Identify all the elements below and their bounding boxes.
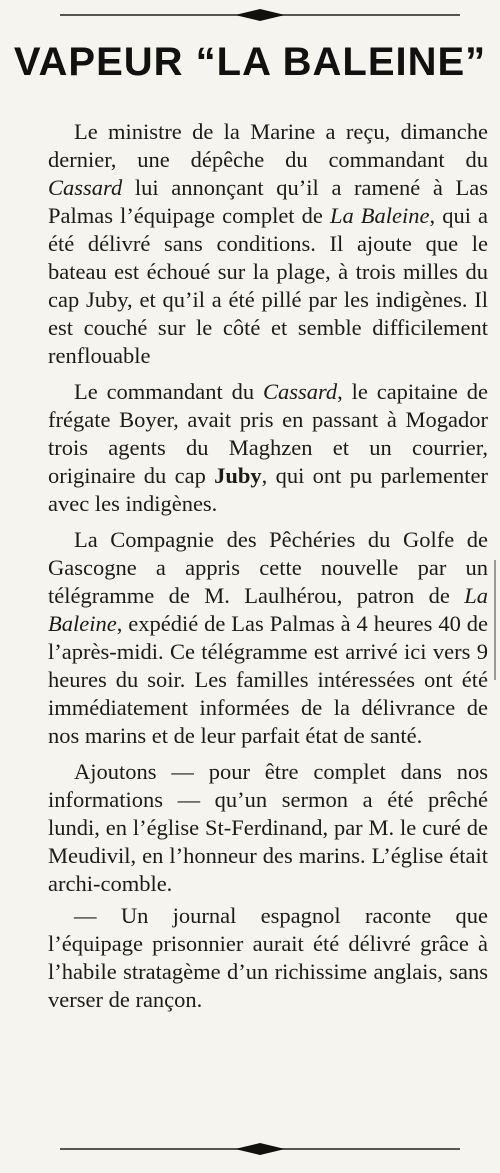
text-run: , qui a été délivré sans conditions. Il ajoute que le bateau est échoué sur la plage, à trois milles du cap Juby, et qu’il a été pillé par les indigènes. Il est couché sur le côté et semble difficilement renflouable [48, 203, 488, 368]
text-run: — Un journal espagnol raconte que l’équipage prisonnier aurait été délivré grâce à l’habile stratagème d’un richissime anglais, sans verser de rançon. [48, 903, 488, 1012]
text-run: , qui ont pu parlementer avec les indigènes. [48, 463, 488, 516]
text-run: Le commandant du [74, 379, 263, 404]
paragraph-4 [48, 758, 488, 898]
top-ornamental-rule [60, 6, 460, 24]
text-run: Ajoutons — pour être complet dans nos informations — qu’un sermon a été prêché lundi, en l’église St-Ferdinand, par M. le curé de Meudivil, en l’honneur des marins. L’église était archi-comble. [48, 759, 488, 896]
text-run: , expédié de Las Palmas à 4 heures 40 de l’après-midi. Ce télégramme est arrivé ici vers 9 heures du soir. Les familles intéressées ont été immédiatement informées de la délivrance de nos marins et de leur parfait état de santé. [48, 611, 488, 748]
text-run: Le ministre de la Marine a reçu, dimanche dernier, une dépêche du commandant du [48, 119, 488, 172]
text-run: La Compagnie des Pêchéries du Golfe de Gascogne a appris cette nouvelle par un télégramme de M. Laulhérou, patron de [48, 527, 488, 608]
ship-name: Cassard [48, 175, 123, 200]
text-run: lui annonçant qu’il a ramené à Las Palmas l’équipage complet de [48, 175, 488, 228]
paragraph-1 [48, 118, 488, 370]
paragraph-5 [48, 902, 488, 1014]
ship-name: La Baleine [329, 203, 430, 228]
scan-edge-mark [494, 560, 496, 680]
place-name: Juby [214, 463, 262, 488]
paragraph-2 [48, 378, 488, 518]
bottom-ornamental-rule [60, 1140, 460, 1158]
ship-name: Cassard [262, 379, 338, 404]
article-body [48, 118, 488, 1022]
ship-name: La Baleine [48, 583, 488, 636]
article-headline: VAPEUR “LA BALEINE” [13, 40, 487, 84]
text-run: , le capitaine de frégate Boyer, avait pris en passant à Mogador trois agents du Maghzen et un courrier, originaire du cap [48, 379, 488, 488]
paragraph-3 [48, 526, 488, 750]
